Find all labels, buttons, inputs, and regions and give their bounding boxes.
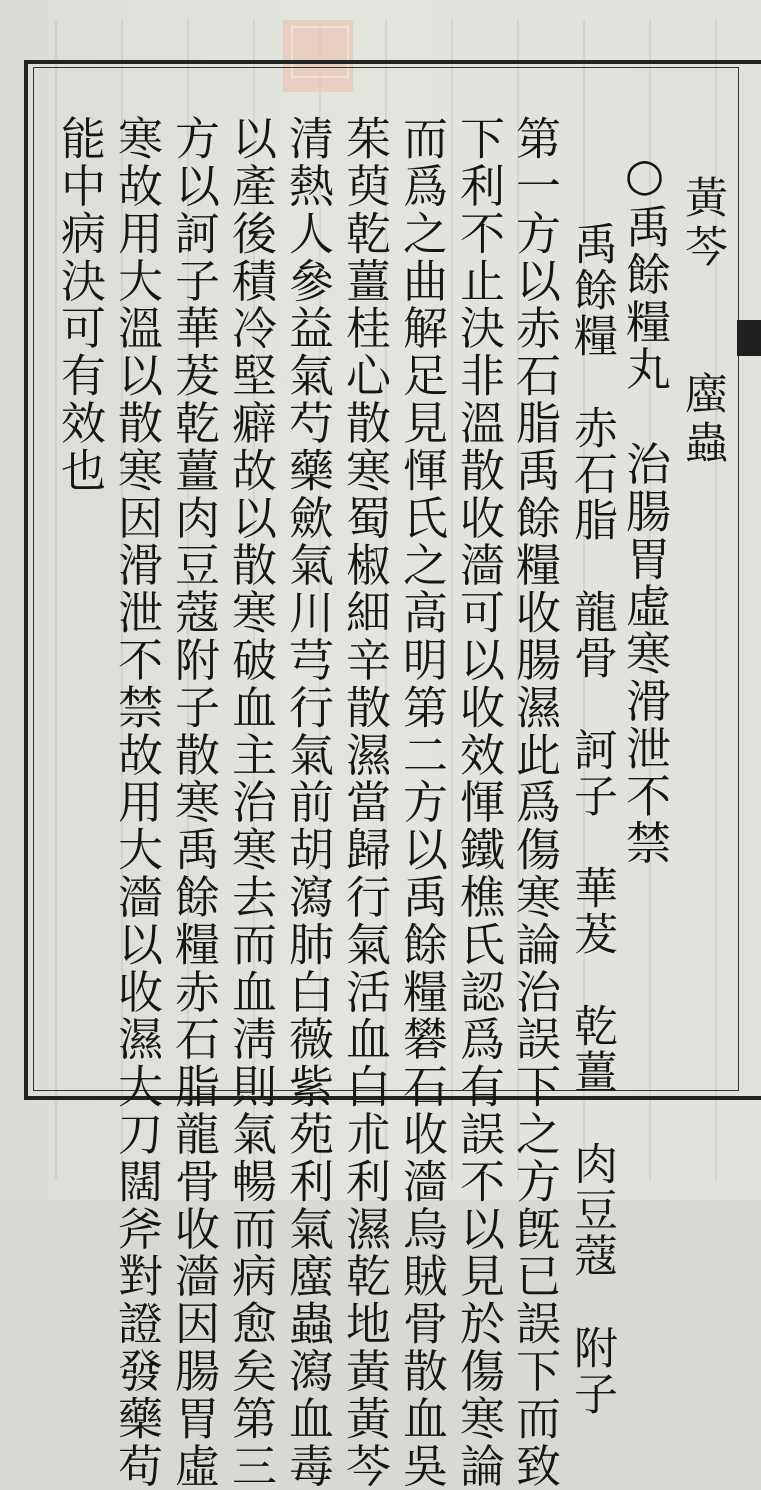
text-column-5: 下利不止決非溫散收濇可以收效惲鐵樵氏認爲有誤不以見於傷寒論	[452, 115, 505, 1490]
text-column-7: 茱萸乾薑桂心散寒蜀椒細辛散濕當歸行氣活血白朮利濕乾地黃黃芩	[338, 115, 391, 1490]
text-column-10: 方以訶子華茇乾薑肉豆蔻附子散寒禹餘糧赤石脂龍骨收濇因腸胃虛	[167, 115, 220, 1490]
text-column-4: 第一方以赤石脂禹餘糧收腸濕此爲傷寒論治誤下之方旣已誤下而致	[508, 115, 561, 1490]
text-column-1: 黃芩 䗪蟲	[678, 175, 728, 469]
text-column-12: 能中病決可有效也	[53, 115, 106, 495]
text-column-6: 而爲之曲解足見惲氏之高明第二方以禹餘糧礬石收濇烏賊骨散血吳	[395, 115, 448, 1490]
text-column-8: 清熱人參益氣芍藥歛氣川芎行氣前胡瀉肺白薇紫苑利氣䗪蟲瀉血毒	[281, 115, 334, 1490]
fishtail-mark	[737, 320, 761, 356]
text-column-9: 以產後積冷堅癖故以散寒破血主治寒去而血淸則氣暢而病愈矣第三	[224, 115, 277, 1490]
text-column-11: 寒故用大溫以散寒因滑泄不禁故用大濇以收濕大刀闊斧對證發藥苟	[110, 115, 163, 1490]
text-column-2: ○禹餘糧丸 治腸胃虛寒滑泄不禁	[618, 148, 671, 867]
text-column-3: 禹餘糧 赤石脂 龍骨 訶子 華茇 乾薑 肉豆蔻 附子	[566, 175, 617, 1417]
